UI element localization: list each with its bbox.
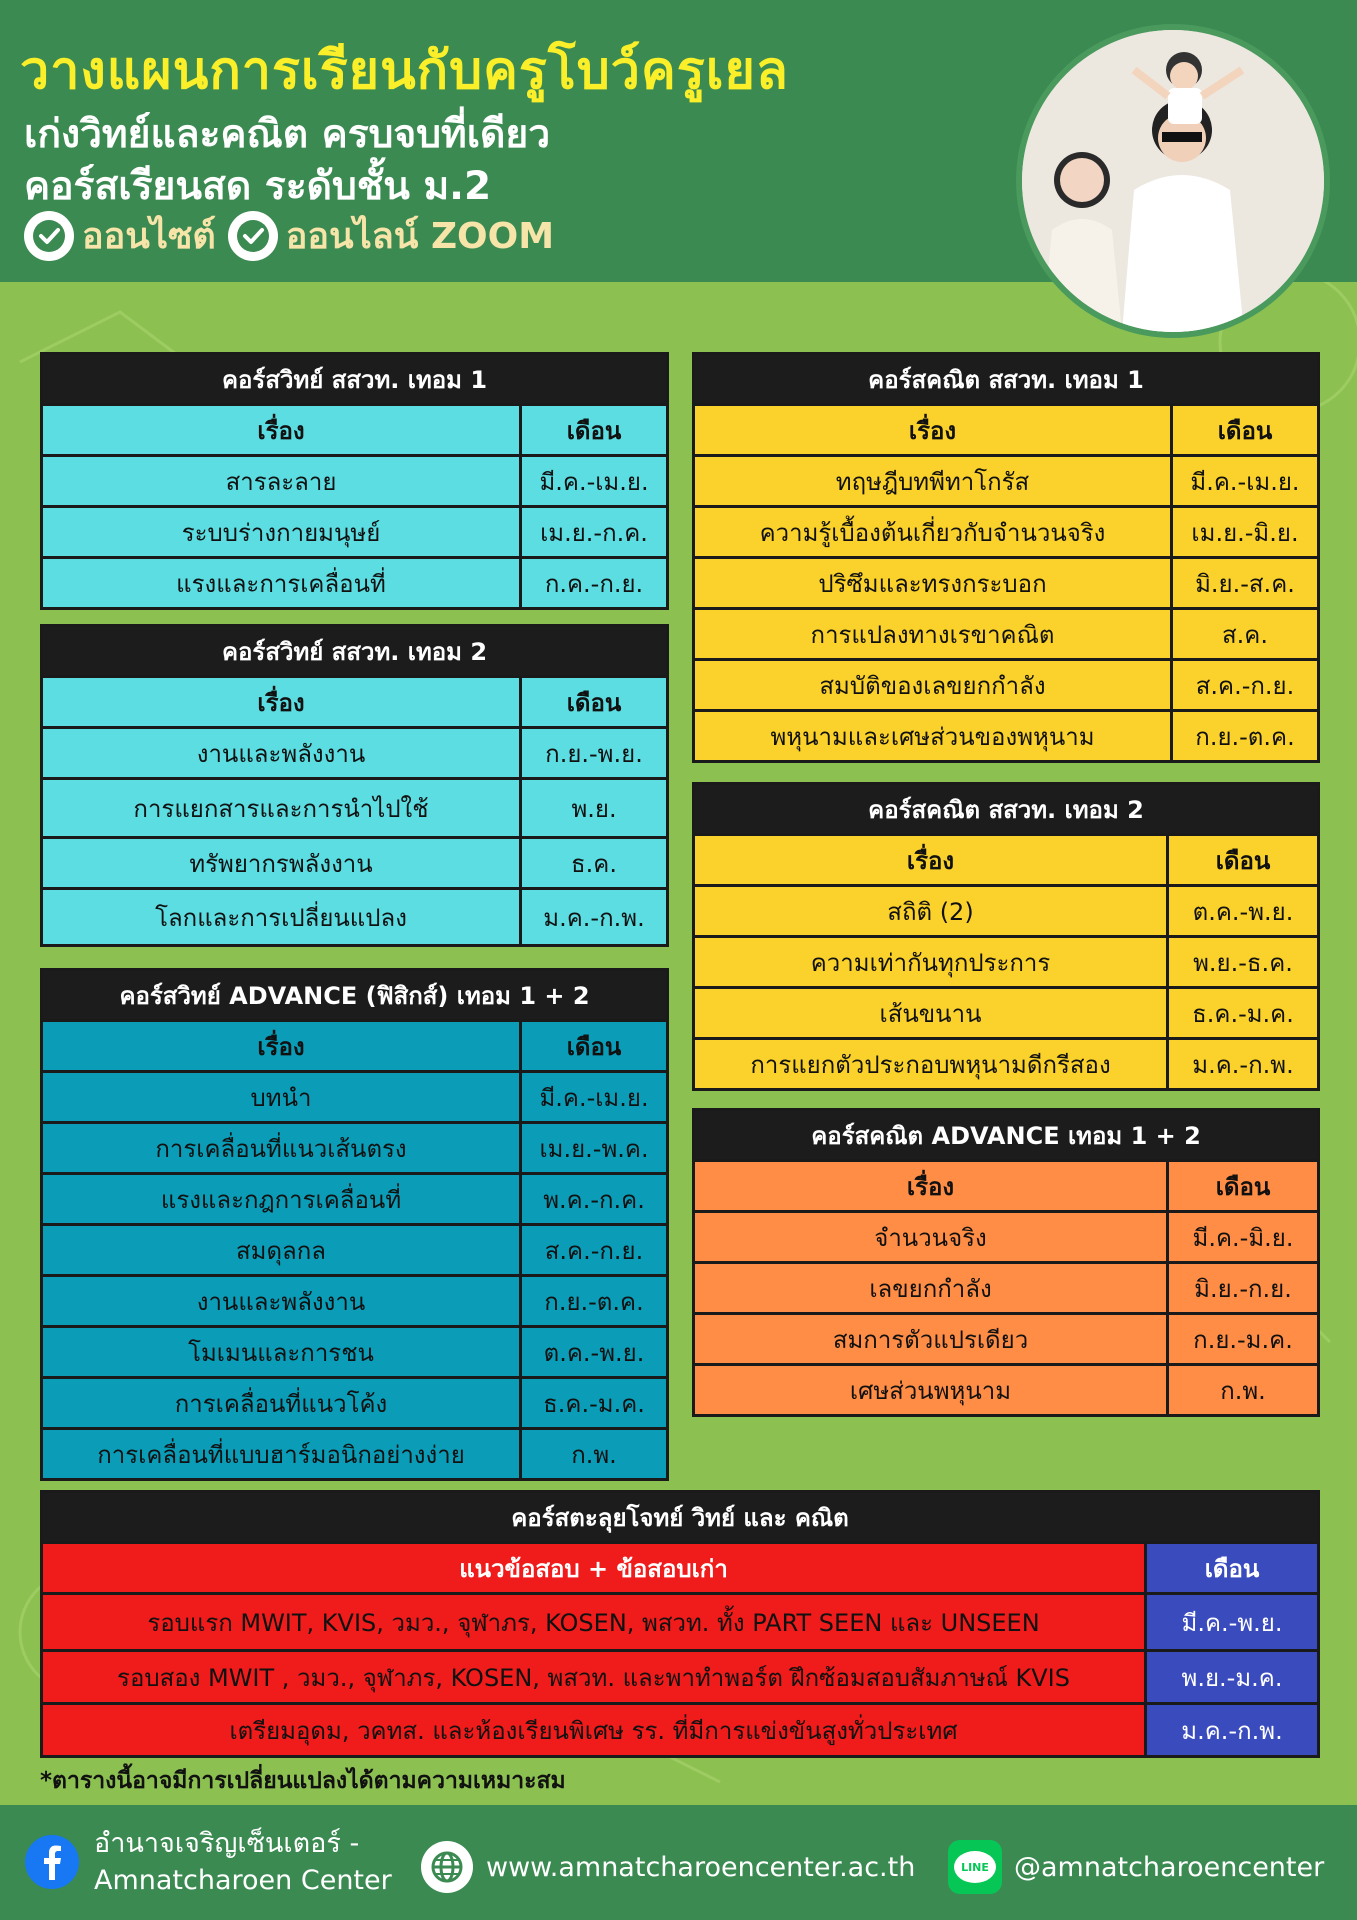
month-cell: ก.ค.-ก.ย. (521, 558, 668, 609)
column-header-topic: เรื่อง (42, 677, 521, 728)
table-row (42, 1429, 668, 1480)
table-row (694, 1039, 1319, 1090)
website-link[interactable] (420, 1840, 915, 1894)
footer-bar (0, 1805, 1357, 1920)
month-cell: ต.ค.-พ.ย. (1168, 886, 1319, 937)
topic-cell: การแยกสารและการนำไปใช้ (42, 779, 521, 838)
table-row (42, 1072, 668, 1123)
table-row (694, 456, 1319, 507)
month-cell: มิ.ย.-ส.ค. (1172, 558, 1319, 609)
table-title: คอร์สวิทย์ สสวท. เทอม 1 (42, 354, 668, 405)
table-row (694, 1212, 1319, 1263)
topic-cell: ปริซึมและทรงกระบอก (694, 558, 1172, 609)
topic-cell: เศษส่วนพหุนาม (694, 1365, 1168, 1416)
table-row (42, 1594, 1319, 1651)
table-row (42, 1327, 668, 1378)
month-cell: ม.ค.-ก.พ. (521, 889, 668, 946)
month-cell: มี.ค.-เม.ย. (521, 456, 668, 507)
table-row (42, 838, 668, 889)
month-cell: ม.ค.-ก.พ. (1146, 1704, 1319, 1757)
topic-cell: ระบบร่างกายมนุษย์ (42, 507, 521, 558)
topic-cell: การเคลื่อนที่แนวโค้ง (42, 1378, 521, 1429)
topic-cell: รอบสอง MWIT , วมว., จุฬาภร, KOSEN, พสวท. และพาทำพอร์ต ฝึกซ้อมสอบสัมภาษณ์ KVIS (42, 1651, 1146, 1704)
month-cell: มี.ค.-เม.ย. (1172, 456, 1319, 507)
table-row (694, 558, 1319, 609)
topic-cell: งานและพลังงาน (42, 1276, 521, 1327)
month-cell: ก.พ. (1168, 1365, 1319, 1416)
math-term1-table (692, 352, 1320, 763)
month-cell: เม.ย.-พ.ค. (521, 1123, 668, 1174)
check-circle-icon (228, 211, 278, 261)
math-advance-table (692, 1108, 1320, 1417)
topic-cell: เตรียมอุดม, วคทส. และห้องเรียนพิเศษ รร. ที่มีการแข่งขันสูงทั่วประเทศ (42, 1704, 1146, 1757)
topic-cell: การเคลื่อนที่แบบฮาร์มอนิกอย่างง่าย (42, 1429, 521, 1480)
topic-cell: การแยกตัวประกอบพหุนามดีกรีสอง (694, 1039, 1168, 1090)
month-cell: ก.ย.-พ.ย. (521, 728, 668, 779)
month-cell: มี.ค.-มิ.ย. (1168, 1212, 1319, 1263)
month-cell: ก.ย.-ต.ค. (1172, 711, 1319, 762)
topic-cell: ความเท่ากันทุกประการ (694, 937, 1168, 988)
topic-cell: สมดุลกล (42, 1225, 521, 1276)
topic-cell: งานและพลังงาน (42, 728, 521, 779)
science-term2-table (40, 624, 669, 947)
month-cell: พ.ย.-ธ.ค. (1168, 937, 1319, 988)
table-row (42, 558, 668, 609)
table-row (694, 1314, 1319, 1365)
table-title: คอร์สตะลุยโจทย์ วิทย์ และ คณิต (42, 1492, 1319, 1543)
table-row (694, 1263, 1319, 1314)
month-cell: ก.ย.-ม.ค. (1168, 1314, 1319, 1365)
table-row (42, 728, 668, 779)
table-title: คอร์สวิทย์ สสวท. เทอม 2 (42, 626, 668, 677)
topic-cell: สมการตัวแปรเดียว (694, 1314, 1168, 1365)
column-header-month: เดือน (1172, 405, 1319, 456)
table-row (42, 1123, 668, 1174)
column-header-topic: เรื่อง (42, 405, 521, 456)
topic-cell: การแปลงทางเรขาคณิต (694, 609, 1172, 660)
website-url: www.amnatcharoencenter.ac.th (486, 1851, 916, 1883)
table-row (694, 886, 1319, 937)
facebook-icon (24, 1834, 80, 1890)
table-row (42, 1704, 1319, 1757)
column-header-topic: เรื่อง (694, 405, 1172, 456)
topic-cell: เลขยกกำลัง (694, 1263, 1168, 1314)
topic-cell: สมบัติของเลขยกกำลัง (694, 660, 1172, 711)
table-title: คอร์สวิทย์ ADVANCE (ฟิสิกส์) เทอม 1 + 2 (42, 970, 668, 1021)
subtitle-1: เก่งวิทย์และคณิต ครบจบที่เดียว (24, 112, 551, 157)
table-row (42, 456, 668, 507)
table-row (42, 1225, 668, 1276)
line-icon-badge: LINE (954, 1851, 996, 1883)
table-title: คอร์สคณิต สสวท. เทอม 2 (694, 784, 1319, 835)
facebook-link[interactable] (24, 1825, 392, 1899)
facebook-name-thai: อำนาจเจริญเซ็นเตอร์ - (94, 1828, 360, 1859)
table-row (42, 779, 668, 838)
month-cell: ก.พ. (521, 1429, 668, 1480)
topic-cell: สารละลาย (42, 456, 521, 507)
column-header-month: เดือน (521, 1021, 668, 1072)
month-cell: มิ.ย.-ก.ย. (1168, 1263, 1319, 1314)
topic-cell: เส้นขนาน (694, 988, 1168, 1039)
table-row (42, 889, 668, 946)
column-header-month: เดือน (521, 677, 668, 728)
column-header-topic: เรื่อง (694, 1161, 1168, 1212)
topic-cell: แรงและกฎการเคลื่อนที่ (42, 1174, 521, 1225)
month-cell: พ.ย.-ม.ค. (1146, 1651, 1319, 1704)
month-cell: ส.ค.-ก.ย. (1172, 660, 1319, 711)
column-header-month: เดือน (1168, 835, 1319, 886)
table-row (42, 1651, 1319, 1704)
month-cell: ส.ค.-ก.ย. (521, 1225, 668, 1276)
table-row (42, 1378, 668, 1429)
facebook-text (94, 1825, 392, 1899)
month-cell: ธ.ค.-ม.ค. (521, 1378, 668, 1429)
topic-cell: บทนำ (42, 1072, 521, 1123)
table-row (694, 988, 1319, 1039)
topic-cell: ทรัพยากรพลังงาน (42, 838, 521, 889)
month-cell: เม.ย.-มิ.ย. (1172, 507, 1319, 558)
table-row (694, 711, 1319, 762)
exam-prep-table (40, 1490, 1320, 1758)
table-row (42, 507, 668, 558)
table-row (42, 1174, 668, 1225)
page-title: วางแผนการเรียนกับครูโบว์ครูเยล (20, 41, 789, 101)
month-cell: เม.ย.-ก.ค. (521, 507, 668, 558)
schedule-note: *ตารางนี้อาจมีการเปลี่ยนแปลงได้ตามความเหมาะสม (40, 1768, 566, 1794)
mode-onsite-label: ออนไซต์ (82, 216, 216, 257)
month-cell: พ.ค.-ก.ค. (521, 1174, 668, 1225)
column-header-topic: เรื่อง (42, 1021, 521, 1072)
topic-cell: ทฤษฎีบทพีทาโกรัส (694, 456, 1172, 507)
topic-cell: รอบแรก MWIT, KVIS, วมว., จุฬาภร, KOSEN, พสวท. ทั้ง PART SEEN และ UNSEEN (42, 1594, 1146, 1651)
topic-cell: โลกและการเปลี่ยนแปลง (42, 889, 521, 946)
class-modes (24, 207, 566, 264)
month-cell: ม.ค.-ก.พ. (1168, 1039, 1319, 1090)
facebook-name-english: Amnatcharoen Center (94, 1865, 392, 1896)
month-cell: พ.ย. (521, 779, 668, 838)
mode-onsite (24, 207, 216, 264)
table-row (694, 937, 1319, 988)
topic-cell: การเคลื่อนที่แนวเส้นตรง (42, 1123, 521, 1174)
topic-cell: สถิติ (2) (694, 886, 1168, 937)
month-cell: ธ.ค. (521, 838, 668, 889)
science-term1-table (40, 352, 669, 610)
topic-cell: แรงและการเคลื่อนที่ (42, 558, 521, 609)
teacher-family-photo (1016, 24, 1330, 338)
table-row (694, 609, 1319, 660)
column-header-month: เดือน (521, 405, 668, 456)
table-title: คอร์สคณิต สสวท. เทอม 1 (694, 354, 1319, 405)
month-cell: มี.ค.-พ.ย. (1146, 1594, 1319, 1651)
month-cell: ต.ค.-พ.ย. (521, 1327, 668, 1378)
column-header-month: เดือน (1168, 1161, 1319, 1212)
mode-online-label: ออนไลน์ ZOOM (285, 216, 555, 257)
table-row (694, 660, 1319, 711)
check-circle-icon (24, 211, 74, 261)
column-header-topic: แนวข้อสอบ + ข้อสอบเก่า (42, 1543, 1146, 1594)
line-icon (948, 1840, 1002, 1894)
column-header-topic: เรื่อง (694, 835, 1168, 886)
month-cell: มี.ค.-เม.ย. (521, 1072, 668, 1123)
math-term2-table (692, 782, 1320, 1091)
table-row (694, 507, 1319, 558)
topic-cell: จำนวนจริง (694, 1212, 1168, 1263)
month-cell: ส.ค. (1172, 609, 1319, 660)
table-row (42, 1276, 668, 1327)
line-id: @amnatcharoencenter (1014, 1851, 1325, 1883)
month-cell: ธ.ค.-ม.ค. (1168, 988, 1319, 1039)
topic-cell: ความรู้เบื้องต้นเกี่ยวกับจำนวนจริง (694, 507, 1172, 558)
mode-online (228, 207, 554, 264)
table-title: คอร์สคณิต ADVANCE เทอม 1 + 2 (694, 1110, 1319, 1161)
line-link[interactable] (948, 1840, 1324, 1894)
science-advance-table (40, 968, 669, 1481)
table-row (694, 1365, 1319, 1416)
topic-cell: โมเมนและการชน (42, 1327, 521, 1378)
subtitle-2: คอร์สเรียนสด ระดับชั้น ม.2 (24, 164, 492, 209)
month-cell: ก.ย.-ต.ค. (521, 1276, 668, 1327)
column-header-month: เดือน (1146, 1543, 1319, 1594)
topic-cell: พหุนามและเศษส่วนของพหุนาม (694, 711, 1172, 762)
globe-icon (420, 1840, 474, 1894)
